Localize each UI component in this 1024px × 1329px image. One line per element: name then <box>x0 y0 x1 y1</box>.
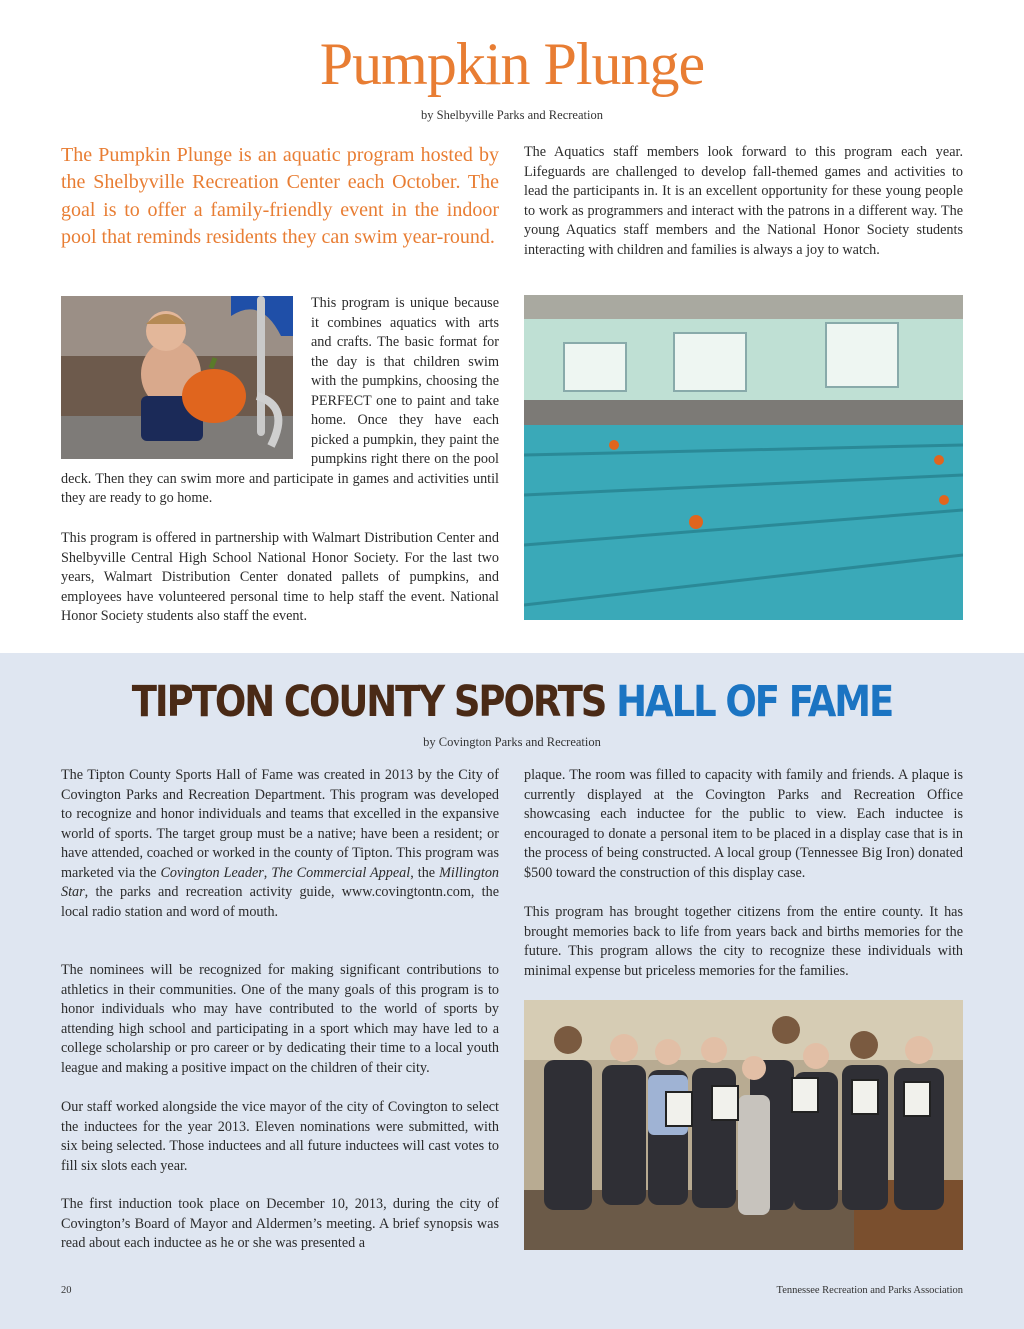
hof-paragraph-3: Our staff worked alongside the vice mayor of the city of Covington to select the inductees for the year 2013. Eleven nominations were submitted, with six being selected. Those inductees and all future inductees will cast votes to fill six slots each year. <box>61 1099 499 1174</box>
unique-paragraph-block <box>61 294 499 509</box>
hof-paragraph-6: This program has brought together citizens from the entire county. It has brought memories back to life from years back and births memories for the future. This program allows the city to recognize these individuals with minimal expense but priceless memories for the families. <box>524 904 963 979</box>
publication-commercial-appeal: The Commercial Appeal <box>271 864 411 881</box>
inductees-group-photo <box>524 1000 963 1250</box>
hall-of-fame-byline: by Covington Parks and Recreation <box>423 735 601 749</box>
publication-millington-star: Millington Star <box>61 864 500 900</box>
hof-paragraph-2: The nominees will be recognized for making significant contributions to athletics in their communities. One of the many goals of this program is to honor individuals who may have contributed to the world of sports by attending high school and participating in a sport which may have led to a college scholarship or pro career or by dedicating their time to a local youth league and making a positive impact on the children of their city. <box>61 962 499 1076</box>
child-with-pumpkin-photo <box>61 296 293 459</box>
aquatics-paragraph: The Aquatics staff members look forward to this program each year. Lifeguards are challenged to develop fall-themed games and activities to lead the participants in. It is an excellent opportunity for these young people to work as programmers and interact with the patrons in a different way. The young Aquatics staff members and the National Honor Society students interacting with children and families is always a joy to watch. <box>524 144 963 258</box>
hall-of-fame-title-part2: HALL OF FAME <box>616 677 893 727</box>
hof-p1-text-d: , the parks and recreation activity guide, www.covingtontn.com, the local radio station and word of mouth. <box>61 884 499 920</box>
page-number: 20 <box>61 1285 72 1296</box>
article-byline: by Shelbyville Parks and Recreation <box>421 108 603 122</box>
indoor-pool-photo <box>524 295 963 620</box>
lead-paragraph: The Pumpkin Plunge is an aquatic program hosted by the Shelbyville Recreation Center each October. The goal is to offer a family-friendly event in the indoor pool that reminds residents they can swim year-round. <box>61 144 499 249</box>
partner-paragraph: This program is offered in partnership with Walmart Distribution Center and Shelbyville Central High School National Honor Society. For the last two years, Walmart Distribution Center donated pallets of pumpkins, and employees have volunteered personal time to help staff the event. National Honor Society students also staff the event. <box>61 530 499 624</box>
hof-paragraph-5: plaque. The room was filled to capacity with family and friends. A plaque is currently displayed at the Covington Parks and Recreation Office showcasing each inductee for the public to view. Each inductee is encouraged to donate a personal item to be placed in a display case that is in the process of being constructed. A local group (Tennessee Big Iron) donated $500 toward the construction of this display case. <box>524 767 963 881</box>
hof-paragraph-4: The first induction took place on December 10, 2013, during the city of Covington’s Board of Mayor and Aldermen’s meeting. A brief synopsis was read about each inductee as he or she was presented a <box>61 1196 499 1251</box>
hall-of-fame-title-part1: TIPTON COUNTY SPORTS <box>131 677 606 727</box>
footer-publication-name: Tennessee Recreation and Parks Association <box>776 1285 963 1296</box>
hof-p1-text-b: , <box>263 864 272 881</box>
article-title: Pumpkin Plunge <box>319 31 705 97</box>
hof-p1-text-c: , the <box>410 864 440 881</box>
unique-paragraph-text: This program is unique because it combines aquatics with arts and crafts. The basic format for the day is that children swim with the pumpkins, choosing the PERFECT one to paint and take home. Once they have each picked a pumpkin, they paint the pumpkins right there on the pool deck. Then they can swim more and participate in games and activities until they are ready to go home. <box>61 295 499 506</box>
hall-of-fame-title <box>72 676 953 728</box>
hof-paragraph-1 <box>61 766 499 922</box>
hof-p1-text-a: The Tipton County Sports Hall of Fame was created in 2013 by the City of Covington Parks and Recreation Department. This program was developed to recognize and honor individuals and teams that excelled in the expansive world of sports. The target group must be a native; have been a resident; or have attended, coached or worked in the county of Tipton. This program was marketed via the <box>61 767 499 881</box>
publication-covington-leader: Covington Leader <box>160 864 264 881</box>
